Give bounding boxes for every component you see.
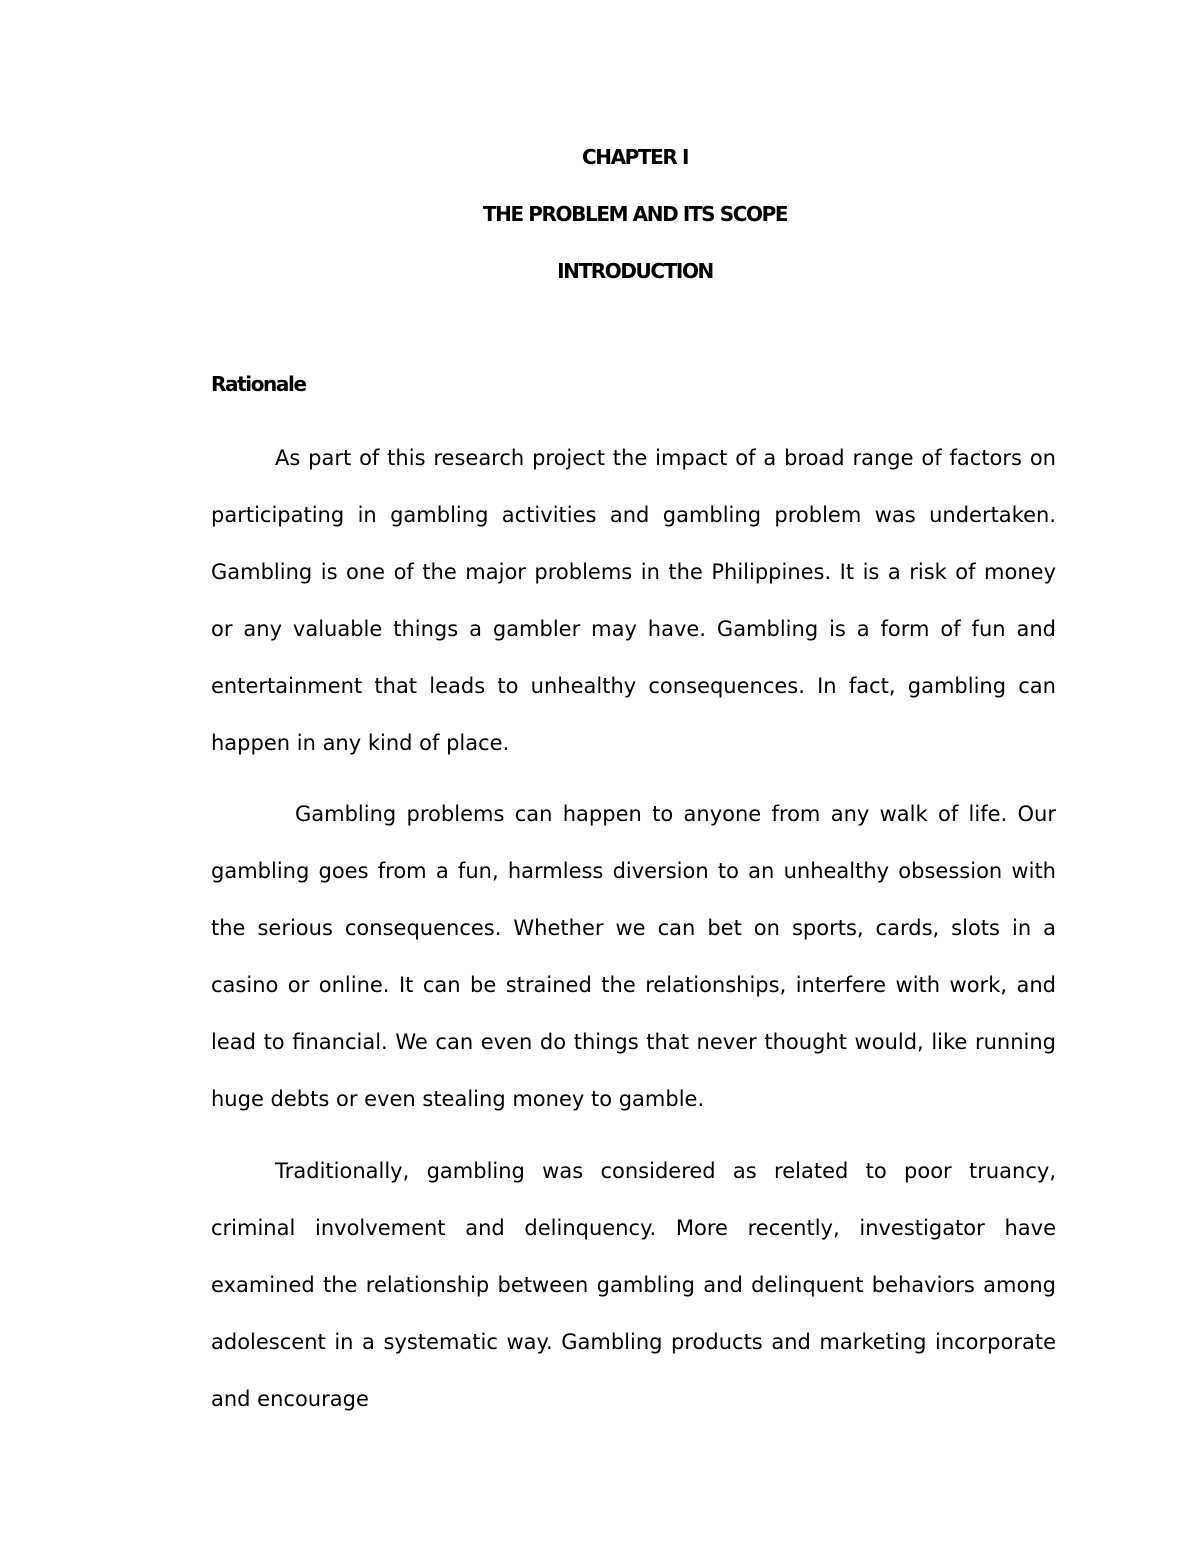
chapter-title: THE PROBLEM AND ITS SCOPE: [482, 202, 788, 226]
paragraph: Gambling problems can happen to anyone from any walk of life. Our gambling goes from a fun, harmless diversion to an unhealthy obsession with the serious consequences. Whether we can bet on sports, cards, slots in a casino or online. It can be strained the relationships, interfere with work, and lead to financial. We can even do things that never thought would, like running huge debts or even stealing money to gamble.: [211, 802, 1056, 1111]
introduction-heading: INTRODUCTION: [557, 259, 713, 283]
chapter-heading: CHAPTER I: [581, 145, 689, 169]
paragraph: As part of this research project the impact of a broad range of factors on participating in gambling activities and gambling problem was undertaken. Gambling is one of the major problems in the Philippines. It is a risk of money or any valuable things a gambler may have. Gambling is a form of fun and entertainment that leads to unhealthy consequences. In fact, gambling can happen in any kind of place.: [211, 446, 1056, 755]
section-heading-rationale: Rationale: [211, 372, 306, 396]
paragraph: Traditionally, gambling was considered as related to poor truancy, criminal involvement and delinquency. More recently, investigator have examined the relationship between gambling and delinquent behaviors among adolescent in a systematic way. Gambling products and marketing incorporate and encourage: [211, 1159, 1056, 1411]
